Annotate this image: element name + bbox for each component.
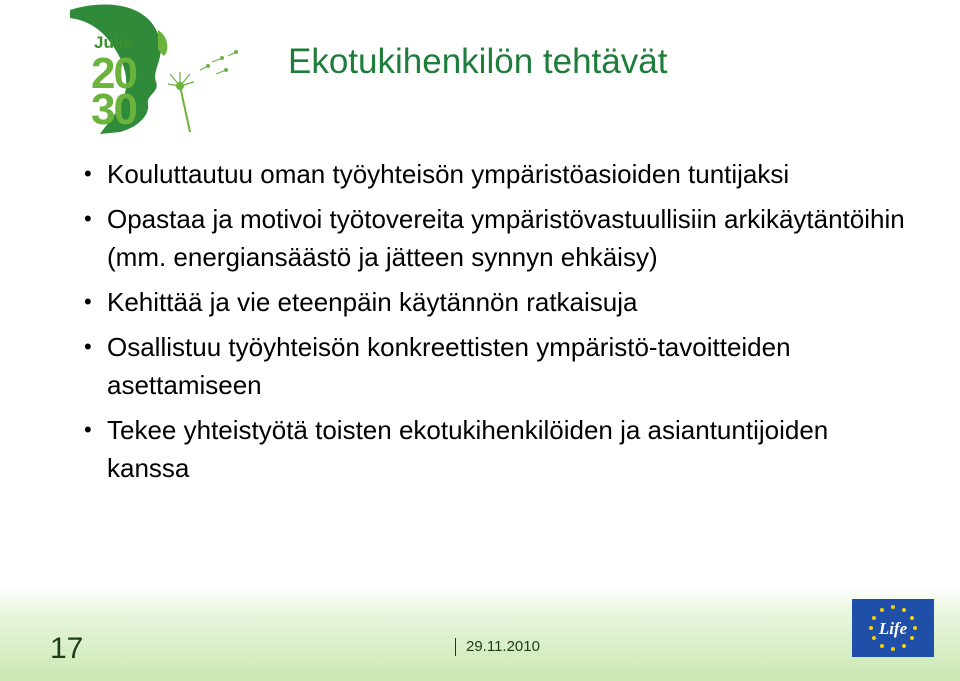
julia-2030-logo (40, 0, 240, 140)
eu-logo-text: Life (878, 619, 908, 638)
bullet-item: • Kouluttautuu oman työyhteisön ympäristöasioiden tuntijaksi (82, 155, 912, 193)
page-number: 17 (50, 632, 84, 665)
bullet-item: • Osallistuu työyhteisön konkreettisten ympäristö-tavoitteiden asettamiseen (82, 328, 912, 404)
eu-life-logo-icon (852, 599, 934, 657)
dandelion-face-icon (40, 0, 240, 140)
bullet-item: • Opastaa ja motivoi työtovereita ympäristövastuullisiin arkikäytäntöihin (mm. energiansäästö ja jätteen synnyn ehkäisy) (82, 200, 912, 276)
logo-word: Julia (94, 33, 133, 52)
bullet-item: • Kehittää ja vie eteenpäin käytännön ratkaisuja (82, 283, 912, 321)
footer-band (0, 588, 960, 681)
logo-number-top: 20 (91, 49, 136, 98)
logo-number-bottom: 30 (91, 85, 136, 134)
footer-date: 29.11.2010 (455, 638, 540, 656)
slide-title: Ekotukihenkilön tehtävät (288, 42, 668, 81)
bullet-item: • Tekee yhteistyötä toisten ekotukihenkilöiden ja asiantuntijoiden kanssa (82, 411, 912, 487)
bullet-list (82, 155, 912, 494)
